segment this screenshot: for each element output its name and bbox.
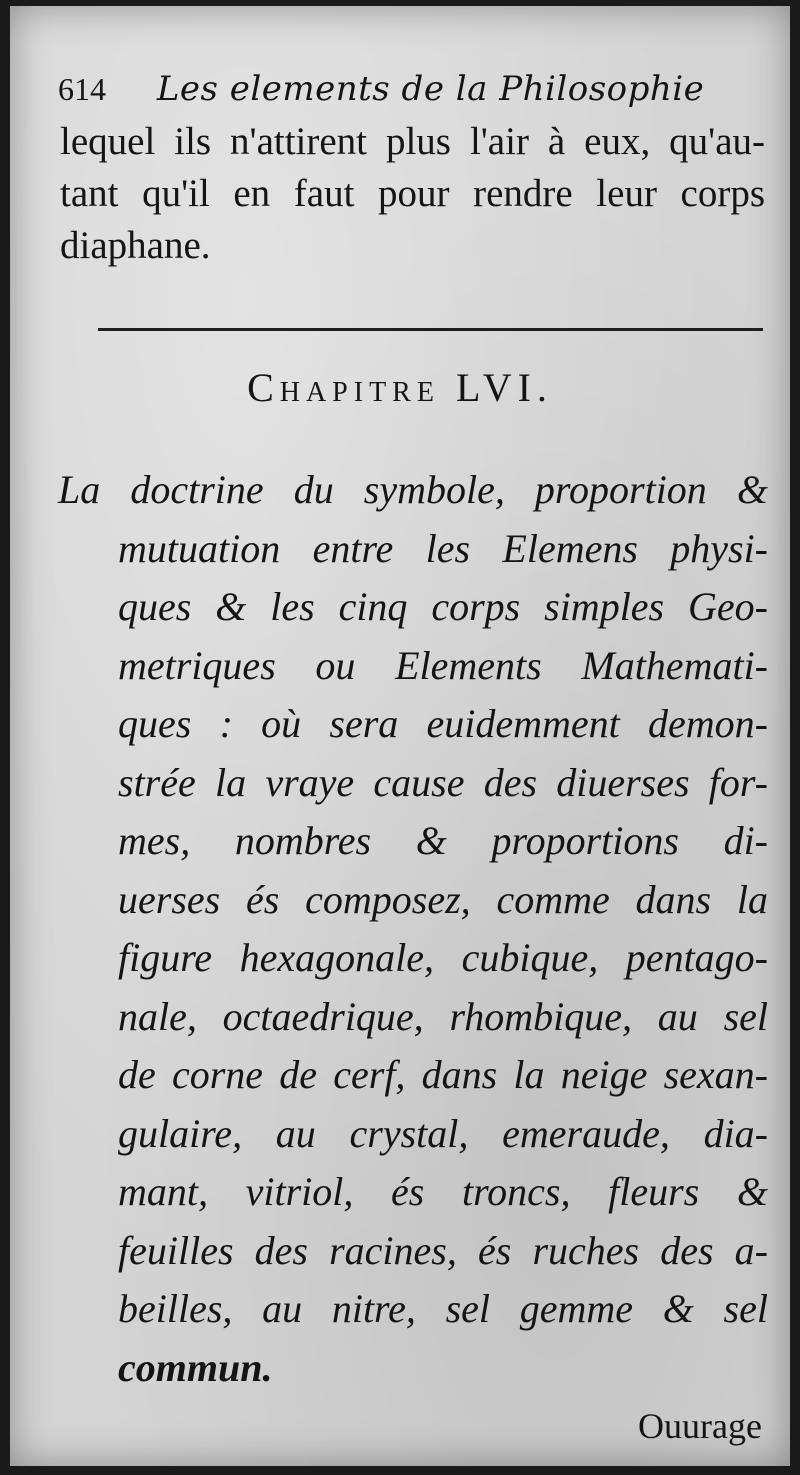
summary-line: ques : où sera euidemment demon- [118,701,768,746]
summary-line: mant, vitriol, és troncs, fleurs & [118,1169,768,1214]
summary-line: mutuation entre les Elemens physi- [118,525,768,571]
summary-line: beilles, au nitre, sel gemme & sel [118,1286,768,1331]
summary-line: nale, octaedrique, rhombique, au sel [118,993,768,1039]
page-number: 614 [58,71,106,107]
chapter-summary [58,461,768,1397]
summary-line: gulaire, au crystal, emeraude, dia- [118,1110,768,1156]
text-line: diaphane. [60,224,211,267]
summary-line: mes, nombres & proportions di- [118,818,768,863]
summary-line: strée la vraye cause des diuerses for- [118,759,768,805]
running-title: Les elements de la Philosophie [156,69,705,109]
text-line: lequel ils n'attirent plus l'air à eux, qu'au- [60,120,765,163]
summary-line: metriques ou Elements Mathemati- [118,642,768,688]
summary-line: uerses és composez, comme dans la [118,876,768,922]
summary-line: ques & les cinq corps simples Geo- [118,584,768,629]
summary-line: feuilles des racines, és ruches des a- [118,1227,768,1273]
summary-line: commun. [118,1344,273,1390]
summary-line: La doctrine du symbole, proportion & [58,467,768,512]
previous-chapter-text [60,116,765,272]
text-line: tant qu'il en faut pour rendre leur corps [60,172,765,215]
summary-line: figure hexagonale, cubique, pentago- [118,935,768,980]
running-head [58,64,758,114]
catchword: Ouurage [638,1406,762,1446]
chapter-heading: Chapitre LVI. [247,365,553,410]
section-divider [98,328,763,331]
book-page [10,6,790,1466]
summary-line: de corne de cerf, dans la neige sexan- [118,1052,768,1097]
